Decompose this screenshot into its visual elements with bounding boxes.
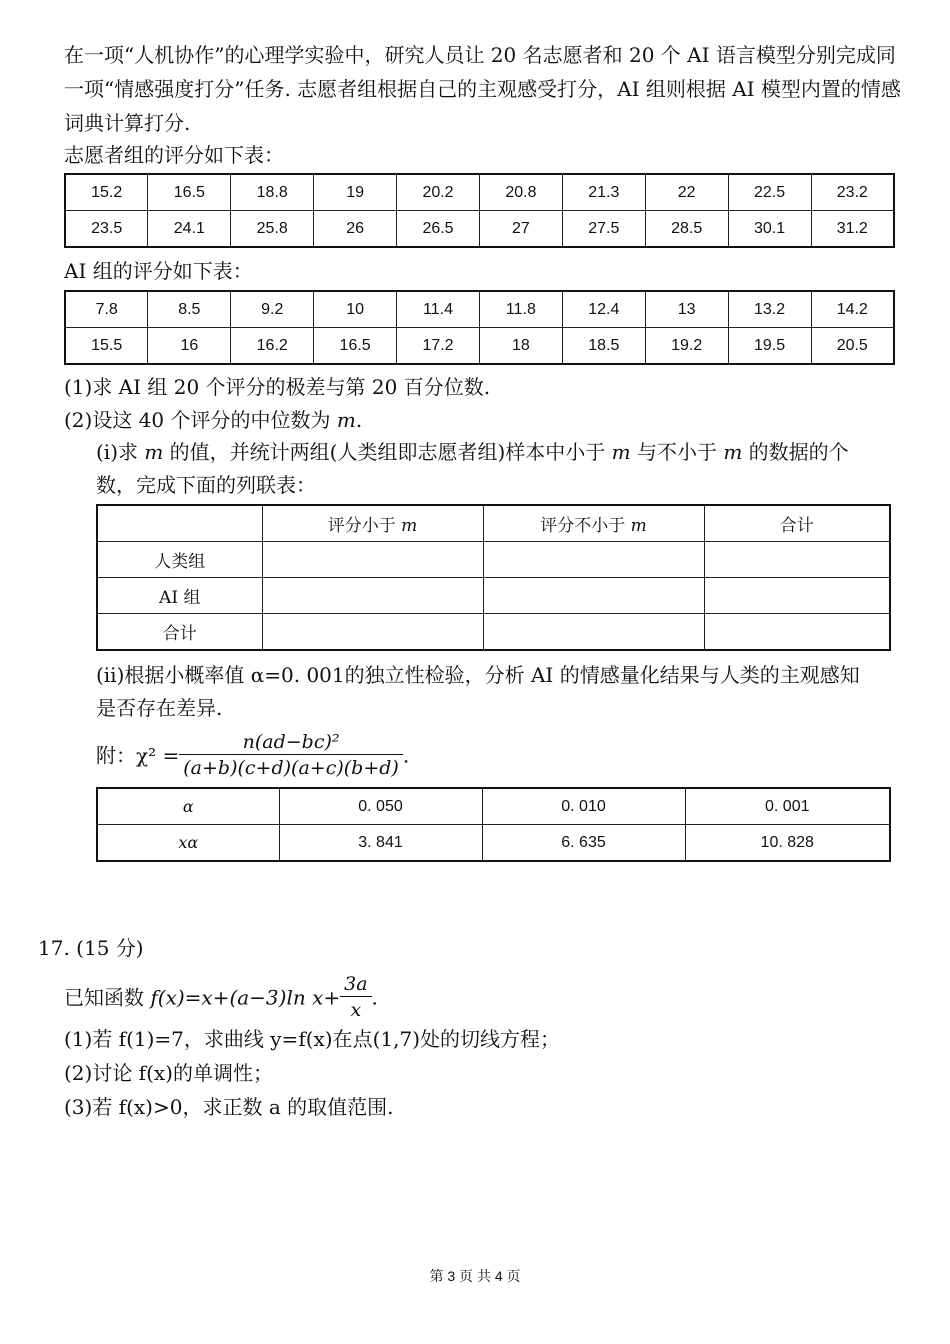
appendix-label: 附：χ² = <box>96 743 180 768</box>
row-label-total: 合计 <box>97 614 262 651</box>
header-less-text: 评分小于 <box>327 516 402 536</box>
formula-end: . <box>402 743 410 768</box>
contingency-row-human <box>97 542 890 578</box>
cell-empty <box>704 614 890 651</box>
score-cell: 22 <box>645 174 728 211</box>
header-not-less-text: 评分不小于 <box>540 516 631 536</box>
score-cell: 20.2 <box>397 174 480 211</box>
score-cell: 14.2 <box>811 291 894 328</box>
q2i-var-3: m <box>723 440 743 464</box>
ai-table-caption: AI 组的评分如下表： <box>64 259 253 283</box>
score-cell: 20.8 <box>479 174 562 211</box>
score-cell: 16.2 <box>231 328 314 365</box>
given-end: . <box>371 985 378 1010</box>
question-2-suffix: . <box>355 408 363 432</box>
score-cell: 19.5 <box>728 328 811 365</box>
page-footer: 第 3 页 共 4 页 <box>429 1268 521 1284</box>
contingency-header-row <box>97 505 890 542</box>
score-cell: 16 <box>148 328 231 365</box>
cell-empty <box>704 542 890 578</box>
alpha-value: 0. 001 <box>685 788 890 825</box>
score-cell: 12.4 <box>562 291 645 328</box>
score-cell: 15.5 <box>65 328 148 365</box>
fraction-numerator: 3a <box>344 973 368 995</box>
score-cell: 7.8 <box>65 291 148 328</box>
cell-empty <box>483 614 704 651</box>
critical-x-row <box>97 825 890 862</box>
alpha-value: 0. 010 <box>482 788 685 825</box>
score-cell: 27.5 <box>562 211 645 248</box>
volunteer-score-row <box>65 174 894 211</box>
header-less-than-m <box>262 505 483 542</box>
score-cell: 23.2 <box>811 174 894 211</box>
score-cell: 27 <box>479 211 562 248</box>
formula-denominator: (a+b)(c+d)(a+c)(b+d) <box>179 754 403 781</box>
score-cell: 16.5 <box>148 174 231 211</box>
score-cell: 15.2 <box>65 174 148 211</box>
volunteer-score-row <box>65 211 894 248</box>
question-2i-line1 <box>96 437 849 467</box>
score-cell: 8.5 <box>148 291 231 328</box>
header-less-var: m <box>401 516 418 536</box>
critical-value-table <box>96 787 891 862</box>
score-cell: 23.5 <box>65 211 148 248</box>
chi-square-formula <box>96 728 409 782</box>
score-cell: 11.4 <box>397 291 480 328</box>
problem17-given <box>64 968 378 1026</box>
score-cell: 30.1 <box>728 211 811 248</box>
cell-empty <box>262 614 483 651</box>
given-prefix: 已知函数 <box>64 985 151 1010</box>
problem17-q2: (2)讨论 f(x)的单调性； <box>64 1061 273 1085</box>
score-cell: 18 <box>479 328 562 365</box>
score-cell: 26.5 <box>397 211 480 248</box>
header-not-less-var: m <box>630 516 647 536</box>
problem17-header: 17. (15 分) <box>38 936 144 960</box>
score-cell: 21.3 <box>562 174 645 211</box>
problem17-q3: (3)若 f(x)>0，求正数 a 的取值范围. <box>64 1095 394 1119</box>
row-label-human: 人类组 <box>97 542 262 578</box>
fraction-denominator: x <box>340 996 371 1023</box>
cell-empty <box>262 542 483 578</box>
chi-square-fraction <box>179 730 403 781</box>
score-cell: 9.2 <box>231 291 314 328</box>
q2i-text-d: 的数据的个 <box>742 440 849 464</box>
contingency-row-ai <box>97 578 890 614</box>
score-cell: 18.8 <box>231 174 314 211</box>
contingency-row-total <box>97 614 890 651</box>
median-variable: m <box>336 408 356 432</box>
score-cell: 13.2 <box>728 291 811 328</box>
q2i-text-b: 的值，并统计两组(人类组即志愿者组)样本中小于 <box>163 440 612 464</box>
header-total: 合计 <box>704 505 890 542</box>
ai-scores-table <box>64 290 895 365</box>
x-alpha-label: xα <box>97 825 279 862</box>
question-2ii-line2: 是否存在差异. <box>96 696 223 720</box>
q2i-var-1: m <box>144 440 164 464</box>
score-cell: 13 <box>645 291 728 328</box>
formula-numerator: n(ad−bc)² <box>242 731 340 753</box>
cell-empty <box>704 578 890 614</box>
score-cell: 26 <box>314 211 397 248</box>
score-cell: 19 <box>314 174 397 211</box>
contingency-table <box>96 504 891 651</box>
score-cell: 22.5 <box>728 174 811 211</box>
question-2ii-line1: (ⅱ)根据小概率值 α=0. 001的独立性检验，分析 AI 的情感量化结果与人类的主观感知 <box>96 663 860 687</box>
row-label-ai: AI 组 <box>97 578 262 614</box>
critical-value: 6. 635 <box>482 825 685 862</box>
q2i-var-2: m <box>611 440 631 464</box>
score-cell: 28.5 <box>645 211 728 248</box>
cell-empty <box>483 578 704 614</box>
problem16-intro: 在一项“人机协作”的心理学实验中，研究人员让 20 名志愿者和 20 个 AI 语言模型分别完成同一项“情感强度打分”任务. 志愿者组根据自己的主观感受打分，AI 组则根据 AI 模型内置的情感词典计算打分. <box>64 43 901 135</box>
critical-value: 3. 841 <box>279 825 482 862</box>
q2i-text-c: 与不小于 <box>630 440 724 464</box>
critical-value: 10. 828 <box>685 825 890 862</box>
score-cell: 25.8 <box>231 211 314 248</box>
alpha-value: 0. 050 <box>279 788 482 825</box>
score-cell: 16.5 <box>314 328 397 365</box>
cell-empty <box>262 578 483 614</box>
given-expression: f(x)=x+(a−3)ln x+ <box>150 985 341 1010</box>
question-2 <box>64 405 362 435</box>
given-fraction <box>340 972 371 1023</box>
q2i-text-a: (ⅰ)求 <box>96 440 145 464</box>
cell-empty <box>483 542 704 578</box>
question-2-prefix: (2)设这 40 个评分的中位数为 <box>64 408 337 432</box>
score-cell: 11.8 <box>479 291 562 328</box>
score-cell: 17.2 <box>397 328 480 365</box>
ai-score-row <box>65 328 894 365</box>
score-cell: 24.1 <box>148 211 231 248</box>
score-cell: 20.5 <box>811 328 894 365</box>
score-cell: 10 <box>314 291 397 328</box>
contingency-corner-cell <box>97 505 262 542</box>
ai-score-row <box>65 291 894 328</box>
volunteer-scores-table <box>64 173 895 248</box>
problem17-q1: (1)若 f(1)=7，求曲线 y=f(x)在点(1,7)处的切线方程； <box>64 1027 561 1051</box>
header-not-less-than-m <box>483 505 704 542</box>
question-2i-line2: 数，完成下面的列联表： <box>96 473 316 497</box>
score-cell: 19.2 <box>645 328 728 365</box>
score-cell: 18.5 <box>562 328 645 365</box>
volunteer-table-caption: 志愿者组的评分如下表： <box>64 143 284 167</box>
score-cell: 31.2 <box>811 211 894 248</box>
alpha-row <box>97 788 890 825</box>
question-1: (1)求 AI 组 20 个评分的极差与第 20 百分位数. <box>64 375 491 399</box>
alpha-label: α <box>97 788 279 825</box>
